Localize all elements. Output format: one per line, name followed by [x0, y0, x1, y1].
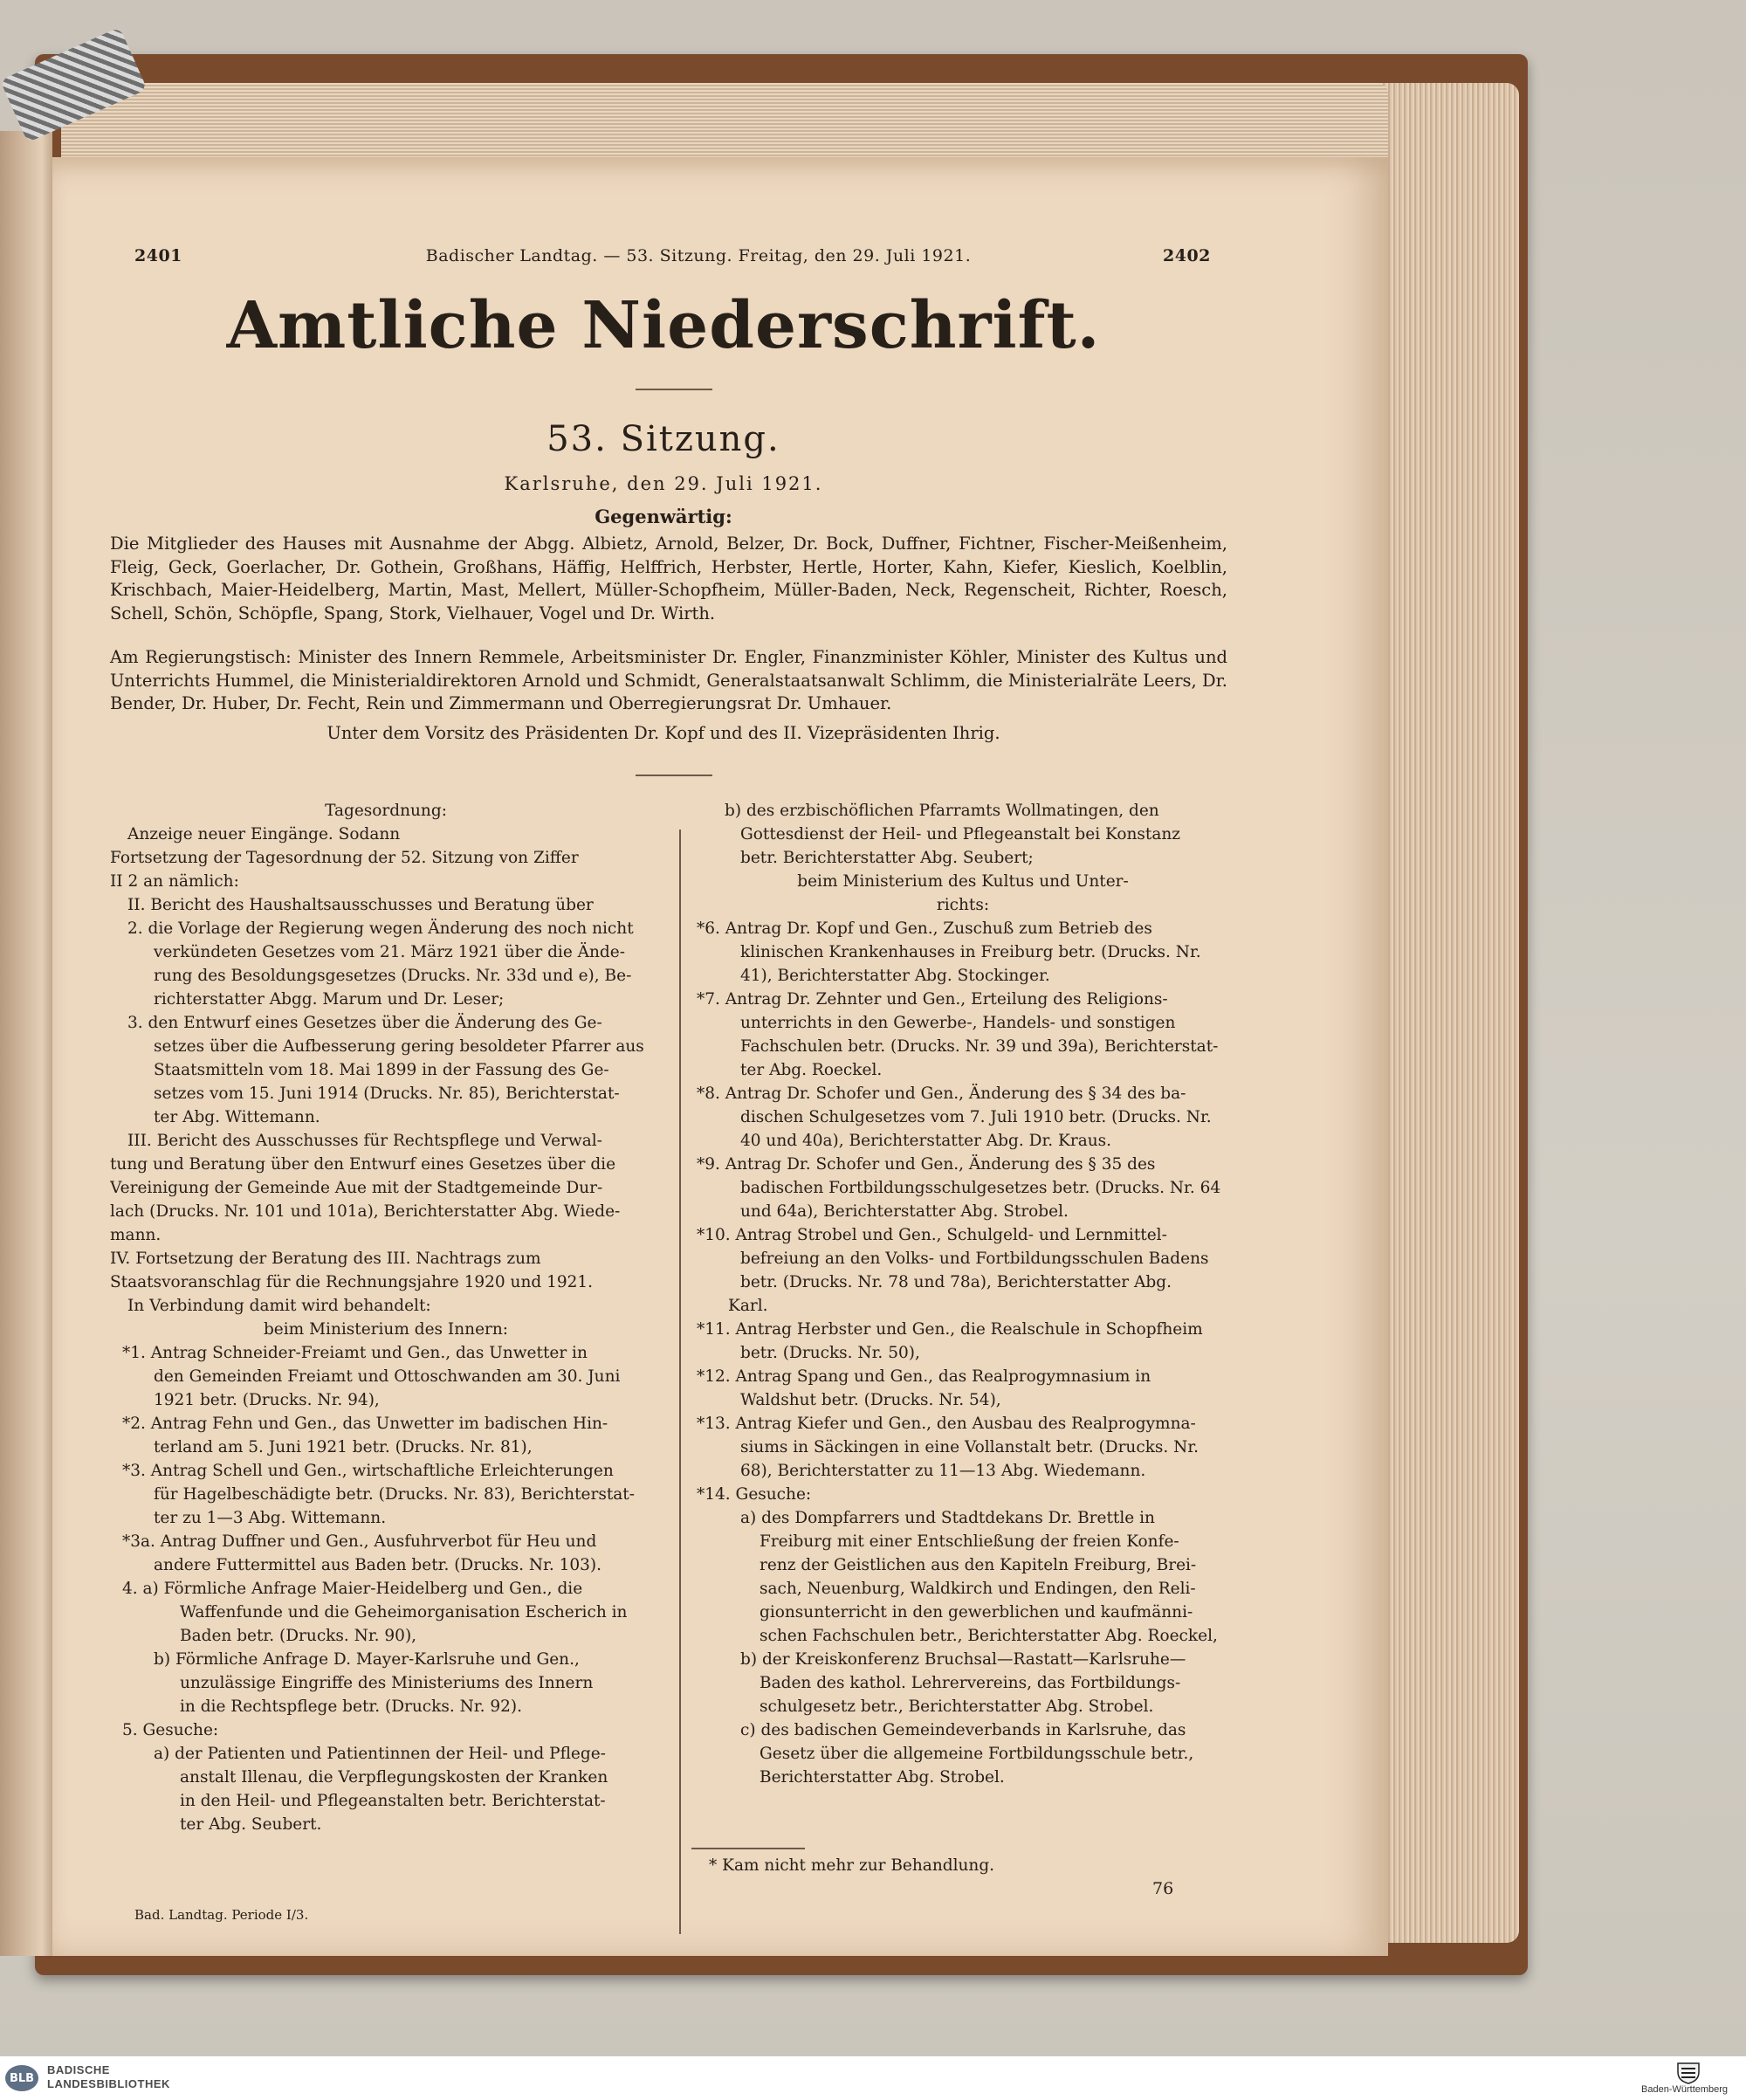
agenda-line: Gottesdienst der Heil- und Pflegeanstalt bei Konstanz [740, 825, 1181, 843]
page-title: Amtliche Niederschrift. [226, 288, 1101, 363]
page-number: 76 [1152, 1879, 1174, 1898]
agenda-line: Waldshut betr. (Drucks. Nr. 54), [740, 1391, 1001, 1409]
agenda-line: andere Futtermittel aus Baden betr. (Drucks. Nr. 103). [154, 1556, 602, 1574]
agenda-line: sach, Neuenburg, Waldkirch und Endingen, den Reli- [760, 1580, 1196, 1598]
agenda-line: b) Förmliche Anfrage D. Mayer-Karlsruhe und Gen., [154, 1650, 580, 1669]
title-rule [636, 389, 712, 390]
section-rule [636, 775, 712, 776]
present-heading: Gegenwärtig: [595, 506, 732, 527]
agenda-line: *7. Antrag Dr. Zehnter und Gen., Erteilung des Religions- [697, 990, 1168, 1009]
blb-logo-text[interactable] [47, 2063, 170, 2091]
agenda-line: 4. a) Förmliche Anfrage Maier-Heidelberg und Gen., die [122, 1580, 583, 1598]
agenda-line: *3. Antrag Schell und Gen., wirtschaftliche Erleichterungen [122, 1462, 614, 1480]
agenda-line: und 64a), Berichterstatter Abg. Strobel. [740, 1202, 1069, 1221]
agenda-line: IV. Fortsetzung der Beratung des III. Nachtrags zum [110, 1250, 541, 1268]
agenda-line: 3. den Entwurf eines Gesetzes über die Änderung des Ge- [127, 1014, 602, 1032]
agenda-line: *13. Antrag Kiefer und Gen., den Ausbau des Realprogymna- [697, 1415, 1196, 1433]
agenda-line: Gesetz über die allgemeine Fortbildungsschule betr., [760, 1745, 1194, 1763]
bw-logo-text: Baden-Württemberg [1641, 2084, 1729, 2095]
header-running-title: Badischer Landtag. — 53. Sitzung. Freitag, den 29. Juli 1921. [425, 246, 972, 265]
agenda-line: siums in Säckingen in eine Vollanstalt betr. (Drucks. Nr. [740, 1438, 1200, 1456]
blb-name-line1: BADISCHE [47, 2063, 110, 2076]
agenda-line: a) der Patienten und Patientinnen der Heil- und Pflege- [154, 1745, 606, 1763]
agenda-line: unzulässige Eingriffe des Ministeriums des Innern [180, 1674, 594, 1692]
agenda-line: ter Abg. Seubert. [180, 1815, 322, 1834]
agenda-line: Fortsetzung der Tagesordnung der 52. Sitzung von Ziffer [110, 849, 579, 867]
members-paragraph: Die Mitglieder des Hauses mit Ausnahme der Abgg. Albietz, Arnold, Belzer, Dr. Bock, Duffner, Fichtner, Fischer-Meißenheim, Fleig, Geck, Goerlacher, Dr. Gothein, Großhans, Häffig, Helffrich, Herbster, Hertle, Horter, Kahn, Kiefer, Kieslich, Koelblin, Krischbach, Maier-Heidelberg, Martin, Mast, Mellert, Müller-Schopfheim, Müller-Baden, Neck, Regenscheit, Richter, Roesch, Schell, Schön, Schöpfle, Spang, Stork, Vielhauer, Vogel und Dr. Wirth. [110, 534, 1227, 623]
agenda-line: *3a. Antrag Duffner und Gen., Ausfuhrverbot für Heu und [122, 1532, 597, 1551]
government-table-paragraph: Am Regierungstisch: Minister des Innern Remmele, Arbeitsminister Dr. Engler, Finanzminister Köhler, Minister des Kultus und Unterrichts Hummel, die Ministerialdirektoren Arnold und Schmidt, Generalstaatsanwalt Schlimm, die Ministerialräte Leers, Dr. Bender, Dr. Huber, Dr. Fecht, Rein und Zimmermann und Oberregierungsrat Dr. Umhauer. [110, 647, 1227, 713]
agenda-line: *11. Antrag Herbster und Gen., die Realschule in Schopfheim [697, 1320, 1203, 1339]
agenda-line: III. Bericht des Ausschusses für Rechtspflege und Verwal- [127, 1132, 602, 1150]
agenda-line: Tagesordnung: [325, 802, 447, 820]
header-page-left: 2401 [134, 246, 182, 265]
agenda-line: dischen Schulgesetzes vom 7. Juli 1910 betr. (Drucks. Nr. [740, 1108, 1212, 1126]
agenda-line: badischen Fortbildungsschulgesetzes betr. (Drucks. Nr. 64 [740, 1179, 1221, 1197]
agenda-line: gionsunterricht in den gewerblichen und kaufmänni- [760, 1603, 1193, 1621]
agenda-line: Waffenfunde und die Geheimorganisation Escherich in [180, 1603, 628, 1621]
agenda-line: Anzeige neuer Eingänge. Sodann [127, 825, 401, 843]
agenda-line: Staatsmitteln vom 18. Mai 1899 in der Fassung des Ge- [154, 1061, 609, 1079]
agenda-line: *2. Antrag Fehn und Gen., das Unwetter im badischen Hin- [122, 1415, 608, 1433]
agenda-line: 5. Gesuche: [122, 1721, 219, 1739]
agenda-line: II 2 an nämlich: [110, 872, 239, 891]
agenda-line: den Gemeinden Freiamt und Ottoschwanden am 30. Juni [154, 1367, 621, 1386]
agenda-line: verkündeten Gesetzes vom 21. März 1921 über die Ände- [154, 943, 625, 961]
agenda-line: betr. (Drucks. Nr. 50), [740, 1344, 920, 1362]
agenda-line: Karl. [728, 1297, 768, 1315]
agenda-line: ter zu 1—3 Abg. Wittemann. [154, 1509, 387, 1527]
agenda-line: beim Ministerium des Kultus und Unter- [797, 872, 1129, 891]
agenda-line: Baden des kathol. Lehrervereins, das Fortbildungs- [760, 1674, 1181, 1692]
footnote-rule [691, 1848, 805, 1849]
agenda-line: klinischen Krankenhauses in Freiburg betr. (Drucks. Nr. [740, 943, 1201, 961]
agenda-line: c) des badischen Gemeindeverbands in Karlsruhe, das [740, 1721, 1186, 1739]
viewer-footer-bar [0, 2055, 1746, 2100]
agenda-line: in den Heil- und Pflegeanstalten betr. Berichterstat- [180, 1792, 606, 1810]
agenda-line: für Hagelbeschädigte betr. (Drucks. Nr. 83), Berichterstat- [154, 1485, 635, 1504]
agenda-line: richts: [936, 896, 990, 914]
agenda-line: b) des erzbischöflichen Pfarramts Wollmatingen, den [725, 802, 1159, 820]
agenda-line: lach (Drucks. Nr. 101 und 101a), Berichterstatter Abg. Wiede- [110, 1202, 621, 1221]
agenda-line: Vereinigung der Gemeinde Aue mit der Stadtgemeinde Dur- [110, 1179, 603, 1197]
agenda-line: anstalt Illenau, die Verpflegungskosten der Kranken [180, 1768, 608, 1787]
agenda-line: rung des Besoldungsgesetzes (Drucks. Nr. 33d und e), Be- [154, 967, 632, 985]
agenda-line: Berichterstatter Abg. Strobel. [760, 1768, 1005, 1787]
agenda-line: terland am 5. Juni 1921 betr. (Drucks. Nr. 81), [154, 1438, 533, 1456]
agenda-line: *6. Antrag Dr. Kopf und Gen., Zuschuß zum Betrieb des [697, 919, 1152, 938]
agenda-line: betr. Berichterstatter Abg. Seubert; [740, 849, 1034, 867]
agenda-line: renz der Geistlichen aus den Kapiteln Freiburg, Brei- [760, 1556, 1197, 1574]
agenda-left-column [110, 799, 662, 1836]
agenda-line: betr. (Drucks. Nr. 78 und 78a), Berichterstatter Abg. [740, 1273, 1172, 1291]
agenda-line: a) des Dompfarrers und Stadtdekans Dr. Brettle in [740, 1509, 1155, 1527]
agenda-line: schulgesetz betr., Berichterstatter Abg. Strobel. [760, 1697, 1154, 1716]
agenda-line: tung und Beratung über den Entwurf eines Gesetzes über die [110, 1155, 616, 1174]
agenda-line: 2. die Vorlage der Regierung wegen Änderung des noch nicht [127, 919, 634, 938]
session-heading: 53. Sitzung. [546, 419, 780, 459]
agenda-line: b) der Kreiskonferenz Bruchsal—Rastatt—Karlsruhe— [740, 1650, 1186, 1669]
agenda-line: setzes über die Aufbesserung gering besoldeter Pfarrer aus [154, 1037, 644, 1056]
left-page-edge [0, 131, 52, 1956]
agenda-line: *14. Gesuche: [697, 1485, 812, 1504]
agenda-line: 41), Berichterstatter Abg. Stockinger. [740, 967, 1050, 985]
agenda-line: *9. Antrag Dr. Schofer und Gen., Änderung des § 35 des [697, 1155, 1156, 1174]
agenda-line: *12. Antrag Spang und Gen., das Realprogymnasium in [697, 1367, 1151, 1386]
agenda-line: beim Ministerium des Innern: [263, 1320, 509, 1339]
agenda-line: ter Abg. Wittemann. [154, 1108, 320, 1126]
blb-logo-badge[interactable]: BLB [5, 2065, 38, 2091]
agenda-line: in die Rechtspflege betr. (Drucks. Nr. 92). [180, 1697, 523, 1716]
agenda-line: *10. Antrag Strobel und Gen., Schulgeld- und Lernmittel- [697, 1226, 1167, 1244]
agenda-line: In Verbindung damit wird behandelt: [127, 1297, 431, 1315]
agenda-line: Baden betr. (Drucks. Nr. 90), [180, 1627, 417, 1645]
agenda-right-column [697, 799, 1229, 1789]
agenda-line: richterstatter Abgg. Marum und Dr. Leser; [154, 990, 505, 1009]
agenda-line: *1. Antrag Schneider-Freiamt und Gen., das Unwetter in [122, 1344, 588, 1362]
column-divider [679, 830, 681, 1934]
agenda-line: 1921 betr. (Drucks. Nr. 94), [154, 1391, 380, 1409]
agenda-line: unterrichts in den Gewerbe-, Handels- und sonstigen [740, 1014, 1176, 1032]
agenda-line: Fachschulen betr. (Drucks. Nr. 39 und 39a), Berichterstat- [740, 1037, 1219, 1056]
agenda-line: *8. Antrag Dr. Schofer und Gen., Änderung des § 34 des ba- [697, 1084, 1186, 1103]
coat-of-arms-icon [1674, 2060, 1702, 2084]
agenda-line: schen Fachschulen betr., Berichterstatter Abg. Roeckel, [760, 1627, 1218, 1645]
place-date: Karlsruhe, den 29. Juli 1921. [504, 473, 823, 494]
agenda-line: 68), Berichterstatter zu 11—13 Abg. Wiedemann. [740, 1462, 1146, 1480]
header-page-right: 2402 [1163, 246, 1211, 265]
blb-name-line2: LANDESBIBLIOTHEK [47, 2077, 170, 2090]
document-page [52, 157, 1388, 1956]
agenda-line: mann. [110, 1226, 162, 1244]
agenda-line: ter Abg. Roeckel. [740, 1061, 883, 1079]
agenda-line: Freiburg mit einer Entschließung der freien Konfe- [760, 1532, 1179, 1551]
chair-line: Unter dem Vorsitz des Präsidenten Dr. Kopf und des II. Vizepräsidenten Ihrig. [327, 723, 1000, 743]
agenda-line: Staatsvoranschlag für die Rechnungsjahre 1920 und 1921. [110, 1273, 594, 1291]
agenda-line: befreiung an den Volks- und Fortbildungsschulen Badens [740, 1250, 1209, 1268]
imprint: Bad. Landtag. Periode I/3. [134, 1907, 309, 1923]
agenda-line: II. Bericht des Haushaltsausschusses und Beratung über [127, 896, 594, 914]
agenda-line: 40 und 40a), Berichterstatter Abg. Dr. Kraus. [740, 1132, 1112, 1150]
agenda-line: setzes vom 15. Juni 1914 (Drucks. Nr. 85), Berichterstat- [154, 1084, 620, 1103]
footnote: * Kam nicht mehr zur Behandlung. [709, 1856, 995, 1875]
